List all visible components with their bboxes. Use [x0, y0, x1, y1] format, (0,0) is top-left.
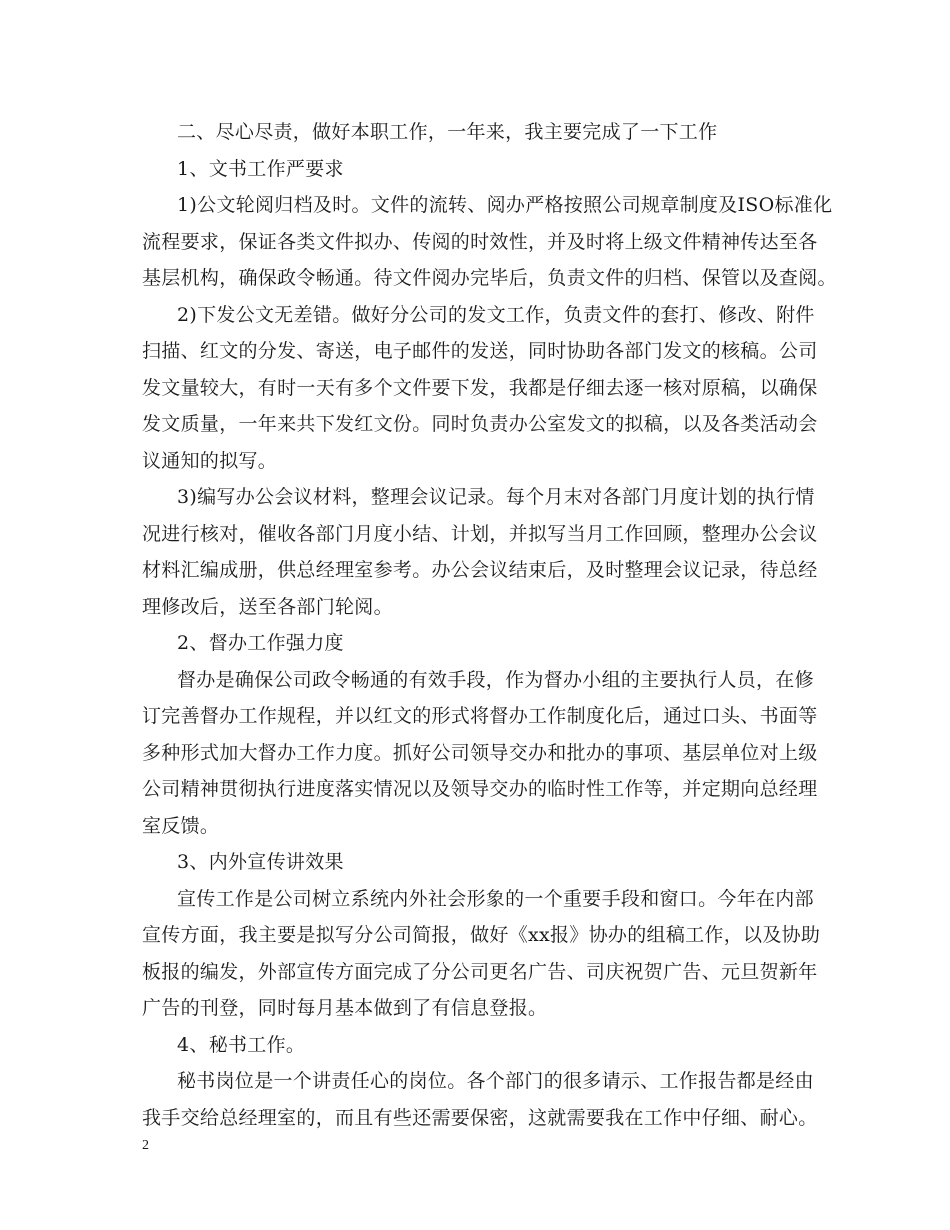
paragraph-line: 流程要求，保证各类文件拟办、传阅的时效性，并及时将上级文件精神传达至各	[142, 231, 818, 253]
paragraph-line: 秘书岗位是一个讲责任心的岗位。各个部门的很多请示、工作报告都是经由	[177, 1070, 814, 1092]
page-number: 2	[142, 1138, 149, 1153]
subsection-heading: 1、文书工作严要求	[177, 158, 344, 180]
paragraph-line: 1)公文轮阅归档及时。文件的流转、阅办严格按照公司规章制度及ISO标准化	[177, 194, 833, 216]
paragraph-line: 宣传工作是公司树立系统内外社会形象的一个重要手段和窗口。今年在内部	[177, 888, 814, 910]
paragraph-line: 宣传方面，我主要是拟写分公司简报，做好《xx报》协办的组稿工作，以及协助	[142, 924, 821, 946]
paragraph-line: 扫描、红文的分发、寄送，电子邮件的发送，同时协助各部门发文的核稿。公司	[142, 340, 818, 362]
paragraph-line: 2)下发公文无差错。做好分公司的发文工作，负责文件的套打、修改、附件	[177, 304, 815, 326]
paragraph-line: 公司精神贯彻执行进度落实情况以及领导交办的临时性工作等，并定期向总经理	[142, 778, 818, 800]
paragraph-line: 订完善督办工作规程，并以红文的形式将督办工作制度化后，通过口头、书面等	[142, 705, 818, 727]
paragraph-line: 议通知的拟写。	[142, 450, 278, 472]
paragraph-line: 督办是确保公司政令畅通的有效手段，作为督办小组的主要执行人员，在修	[177, 669, 814, 691]
paragraph-line: 况进行核对，催收各部门月度小结、计划，并拟写当月工作回顾，整理办公会议	[142, 523, 818, 545]
paragraph-line: 基层机构，确保政令畅通。待文件阅办完毕后，负责文件的归档、保管以及查阅。	[142, 267, 837, 289]
paragraph-line: 发文质量，一年来共下发红文份。同时负责办公室发文的拟稿，以及各类活动会	[142, 413, 818, 435]
paragraph-line: 室反馈。	[142, 815, 220, 837]
subsection-heading: 2、督办工作强力度	[177, 632, 344, 654]
section-heading: 二、尽心尽责，做好本职工作，一年来，我主要完成了一下工作	[177, 121, 718, 143]
paragraph-line: 材料汇编成册，供总经理室参考。办公会议结束后，及时整理会议记录，待总经	[142, 559, 818, 581]
paragraph-line: 板报的编发，外部宣传方面完成了分公司更名广告、司庆祝贺广告、元旦贺新年	[142, 961, 818, 983]
paragraph-line: 我手交给总经理室的，而且有些还需要保密，这就需要我在工作中仔细、耐心。	[142, 1107, 818, 1129]
subsection-heading: 3、内外宣传讲效果	[177, 851, 344, 873]
paragraph-line: 广告的刊登，同时每月基本做到了有信息登报。	[142, 997, 548, 1019]
paragraph-line: 发文量较大，有时一天有多个文件要下发，我都是仔细去逐一核对原稿，以确保	[142, 377, 818, 399]
paragraph-line: 多种形式加大督办工作力度。抓好公司领导交办和批办的事项、基层单位对上级	[142, 742, 818, 764]
subsection-heading: 4、秘书工作。	[177, 1034, 306, 1056]
paragraph-line: 理修改后，送至各部门轮阅。	[142, 596, 393, 618]
paragraph-line: 3)编写办公会议材料，整理会议记录。每个月末对各部门月度计划的执行情	[177, 486, 815, 508]
